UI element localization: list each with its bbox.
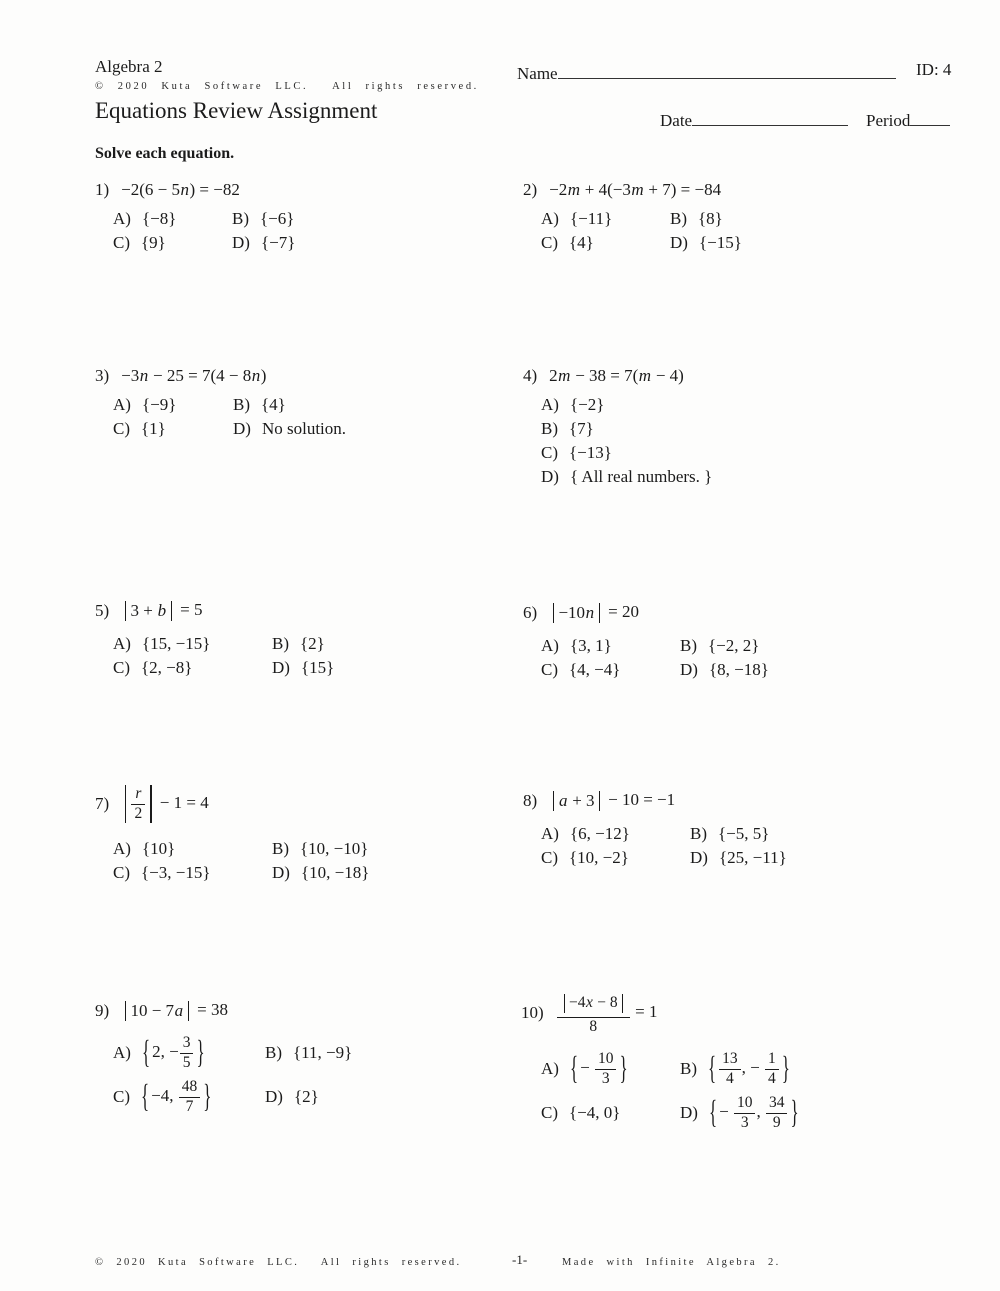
choice-value: {−2} [569, 395, 605, 414]
problem-number: 9) [95, 1001, 110, 1020]
choice-value: {−7} [260, 233, 296, 252]
choice-value: {−3, −15} [141, 863, 211, 883]
page-number: -1- [512, 1252, 528, 1267]
equation: 3 + b = 5 [121, 597, 202, 625]
equation: $\frac{r}{2}$ − 1 = 4 [121, 781, 209, 827]
choice-value: {−2, 2} [708, 636, 760, 655]
equation-line [95, 997, 352, 1025]
choice-c [113, 1078, 265, 1116]
choice-label: B) [232, 209, 249, 228]
choice-value: {−4, 0} [569, 1103, 621, 1123]
choices [541, 395, 712, 487]
choice-d [272, 658, 334, 678]
problem-6 [523, 599, 769, 680]
period-label: Period [866, 110, 911, 130]
choice-b [233, 395, 346, 415]
choice-value: {2} [300, 634, 325, 653]
choice-label: B) [272, 634, 289, 653]
problem-2 [523, 180, 742, 253]
equation-line [523, 366, 712, 386]
problem-number: 7) [95, 794, 110, 814]
choice-c [113, 863, 272, 883]
choice-label: C) [113, 1087, 130, 1107]
choice-d [680, 660, 769, 680]
equation-line [523, 787, 787, 815]
choice-c [541, 848, 690, 868]
choice-value: {−6} [260, 209, 295, 228]
choice-label: C) [541, 233, 558, 252]
choice-value: {4} [261, 395, 286, 414]
choice-value: {2, −8} [141, 658, 193, 677]
choice-label: D) [272, 863, 290, 883]
choice-value: {4, −4} [569, 660, 621, 679]
instruction: Solve each equation. [95, 145, 235, 162]
choice-value: {−11} [569, 209, 613, 228]
equation-line [95, 781, 369, 827]
choice-value: { 2, − $\frac{3}{5}$ } [141, 1033, 205, 1071]
choice-label: C) [113, 233, 130, 252]
choice-label: D) [670, 233, 688, 252]
problem-9 [95, 997, 352, 1116]
choice-label: C) [541, 660, 558, 679]
choice-value: {10} [141, 839, 176, 859]
choice-value: {3, 1} [569, 636, 612, 655]
choice-label: A) [541, 209, 559, 228]
equation: −2m + 4(−3m + 7) = −84 [549, 180, 722, 199]
choice-value: {−9} [141, 395, 177, 414]
choice-value: {−13} [569, 443, 612, 462]
choice-value: {2} [293, 1087, 319, 1107]
equation-line [95, 366, 346, 386]
equation: a + 3 − 10 = −1 [549, 787, 675, 815]
choices [113, 634, 334, 678]
choice-value: {1} [141, 419, 166, 438]
choice-a [541, 209, 670, 229]
problem-number: 8) [523, 791, 538, 810]
footer-made-with: Made with Infinite Algebra 2. [562, 1257, 781, 1268]
date-label: Date [660, 110, 693, 130]
choice-value: { $\frac{13}{4}$ , − $\frac{1}{4}$ } [708, 1049, 790, 1087]
choice-value: {10, −2} [569, 848, 629, 867]
period-blank [910, 107, 950, 126]
choice-b [690, 824, 787, 844]
problem-10 [521, 990, 799, 1133]
equation: 10 − 7a = 38 [121, 997, 228, 1025]
choice-label: B) [680, 636, 697, 655]
choice-d [265, 1087, 352, 1107]
choice-b [680, 636, 769, 656]
choice-d [670, 233, 742, 253]
choice-c [541, 233, 670, 253]
choice-value: {10, −10} [300, 839, 369, 859]
choice-value: No solution. [261, 419, 347, 438]
choices [541, 636, 769, 680]
id-label: ID: 4 [916, 60, 952, 79]
choice-label: A) [113, 634, 131, 653]
equation: −2(6 − 5n) = −82 [121, 180, 240, 199]
choice-label: B) [670, 209, 687, 228]
choice-label: D) [233, 419, 251, 438]
choice-value: {8} [698, 209, 723, 228]
choice-label: A) [113, 209, 131, 228]
equation-line [523, 180, 742, 200]
problem-8 [523, 787, 787, 868]
choice-value: {−8} [141, 209, 177, 228]
problem-number: 4) [523, 366, 538, 385]
choice-c [541, 443, 712, 463]
choice-label: D) [680, 1103, 698, 1123]
equation-line [95, 597, 334, 625]
period-line [866, 107, 950, 131]
choice-a [541, 1050, 680, 1088]
choice-value: { − $\frac{10}{3}$ } [569, 1049, 628, 1087]
choice-b [670, 209, 742, 229]
problem-1 [95, 180, 295, 253]
choice-c [541, 660, 680, 680]
choice-d [233, 419, 346, 439]
choice-value: {9} [141, 233, 166, 252]
page-title: Equations Review Assignment [95, 98, 378, 123]
choice-b [232, 209, 295, 229]
course-title: Algebra 2 [95, 57, 163, 76]
choice-value: {4} [569, 233, 594, 252]
choices [113, 395, 346, 439]
equation: −10n = 20 [549, 599, 639, 627]
equation: $\frac{-4x - 8}{8}$ = 1 [556, 990, 658, 1036]
choices [113, 1034, 352, 1116]
choice-d [680, 1094, 799, 1132]
date-blank [692, 107, 848, 126]
choice-label: C) [113, 658, 130, 677]
choice-a [541, 824, 690, 844]
choice-value: { −4, $\frac{48}{7}$ } [141, 1077, 212, 1115]
choice-c [541, 1103, 680, 1123]
choice-a [541, 395, 712, 415]
choice-b [265, 1043, 352, 1063]
choice-c [113, 658, 272, 678]
choice-label: B) [690, 824, 707, 843]
equation-line [523, 599, 769, 627]
choices [113, 839, 369, 883]
problem-number: 5) [95, 601, 110, 620]
equation: 2m − 38 = 7(m − 4) [549, 366, 684, 385]
choice-label: B) [272, 839, 289, 859]
problem-5 [95, 597, 334, 678]
name-line [517, 60, 896, 84]
choice-b [272, 839, 369, 859]
choice-c [113, 233, 232, 253]
choice-a [113, 209, 232, 229]
choice-value: {8, −18} [708, 660, 769, 679]
problem-number: 6) [523, 603, 538, 622]
choice-value: { − $\frac{10}{3}$ , $\frac{34}{9}$ } [708, 1093, 799, 1131]
choice-label: D) [232, 233, 250, 252]
choice-a [113, 839, 272, 859]
date-line [660, 107, 848, 131]
problem-number: 10) [521, 1003, 544, 1023]
choices [541, 209, 742, 253]
choice-label: C) [541, 1103, 558, 1123]
choice-label: C) [113, 863, 130, 883]
choice-label: B) [680, 1059, 697, 1079]
choice-label: B) [233, 395, 250, 414]
choice-value: {10, −18} [300, 863, 370, 883]
choices [541, 1050, 799, 1132]
equation-line [95, 180, 295, 200]
choice-d [690, 848, 787, 868]
choice-c [113, 419, 233, 439]
choice-value: {−5, 5} [718, 824, 770, 843]
choice-value: {−15} [698, 233, 742, 252]
choice-label: A) [541, 395, 559, 414]
choice-label: B) [265, 1043, 282, 1063]
equation-line [521, 990, 799, 1036]
choice-a [541, 636, 680, 656]
equation: −3n − 25 = 7(4 − 8n) [121, 366, 267, 385]
choice-label: A) [541, 1059, 559, 1079]
header-copyright: © 2020 Kuta Software LLC. All rights reserved. [95, 81, 479, 92]
choice-b [680, 1050, 799, 1088]
choice-value: {15, −15} [141, 634, 211, 653]
choice-value: {25, −11} [718, 848, 787, 867]
problem-number: 3) [95, 366, 110, 385]
choice-label: D) [265, 1087, 283, 1107]
problem-number: 1) [95, 180, 110, 199]
choice-label: C) [541, 443, 558, 462]
choice-b [541, 419, 712, 439]
choice-value: { All real numbers. } [569, 467, 713, 486]
choice-a [113, 395, 233, 415]
choices [541, 824, 787, 868]
choice-label: B) [541, 419, 558, 438]
choice-value: {15} [300, 658, 335, 677]
choice-a [113, 634, 272, 654]
choice-d [541, 467, 712, 487]
choice-label: A) [113, 395, 131, 414]
choice-label: C) [113, 419, 130, 438]
footer-copyright: © 2020 Kuta Software LLC. All rights reserved. [95, 1257, 462, 1268]
choice-label: A) [113, 839, 131, 859]
problem-3 [95, 366, 346, 439]
problem-7 [95, 781, 369, 883]
choice-label: A) [541, 824, 559, 843]
choice-label: A) [541, 636, 559, 655]
choice-label: D) [272, 658, 290, 677]
name-label: Name [517, 63, 558, 83]
choice-value: {6, −12} [569, 824, 630, 843]
choice-b [272, 634, 334, 654]
choice-d [272, 863, 369, 883]
name-blank [558, 60, 896, 79]
problem-4 [523, 366, 712, 487]
choices [113, 209, 295, 253]
choice-label: D) [541, 467, 559, 486]
choice-label: D) [680, 660, 698, 679]
choice-label: A) [113, 1043, 131, 1063]
choice-label: D) [690, 848, 708, 867]
choice-value: {7} [569, 419, 594, 438]
choice-label: C) [541, 848, 558, 867]
choice-value: {11, −9} [293, 1043, 353, 1063]
choice-d [232, 233, 295, 253]
choice-a [113, 1034, 265, 1072]
problem-number: 2) [523, 180, 538, 199]
